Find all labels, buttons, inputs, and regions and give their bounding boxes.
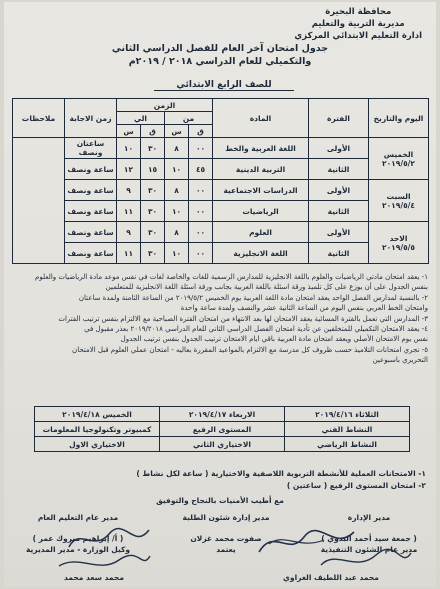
day-label: الخميس xyxy=(383,149,414,159)
practical-items xyxy=(14,468,426,492)
header-to-q: ق xyxy=(141,125,165,138)
note-line: ٥- تجري امتحانات التلاميذ حسب ظروف كل مدرسة مع الالتزام بالمواعيد المقررة بعاليه - امتحان عملي العلوم قبل الامتحان xyxy=(72,345,428,354)
duration-cell: ساعة ونصف xyxy=(65,159,117,180)
period-cell: الأولى xyxy=(309,222,369,243)
handwritten-signature-scribble xyxy=(316,547,416,575)
from-q-cell: ٠٠ xyxy=(189,180,213,201)
period-cell: الأولى xyxy=(309,138,369,159)
table-row xyxy=(13,201,429,222)
note-line: ٤- يعقد الامتحان التكميلي للمتخلفين عن تأدية امتحان الفصل الدراسي الثاني للعام الدراسي ٢٠١٩/٢٠١٨ بعذر مقبول في xyxy=(84,325,428,334)
affairs-title: مدير إدارة شئون الطلبة xyxy=(182,513,270,522)
to-s-cell: ٩ xyxy=(117,222,141,243)
schedule-table xyxy=(12,98,429,264)
from-q-cell: ٤٥ xyxy=(189,159,213,180)
date-label: ٢٠١٩/٥/٤ xyxy=(382,200,415,210)
title-line-2: والتكميلي للعام الدراسي ٢٠١٨ / ٢٠١٩م xyxy=(128,56,312,67)
table-row xyxy=(13,138,429,159)
note-line: بنفس الجدول على أن يوزع على كل تلميذ ورقة اسئلة باللغة العربية بجانب ورقة اسئلة اللغة الانجليزية للمتعلمين xyxy=(105,283,428,292)
header-time: الزمن xyxy=(117,99,213,112)
to-q-cell: ٣٠ xyxy=(141,243,165,264)
practical-cell: كمبيوتر وتكنولوجيا المعلومات xyxy=(35,422,160,437)
document-title xyxy=(4,42,436,68)
governorate-label: محافظة البحيرة xyxy=(325,7,392,17)
director-role: مدير عام الشئون التنفيذية xyxy=(320,545,418,554)
wish-line: مع أطيب الأمنيات بالنجاح والتوفيق xyxy=(156,496,284,505)
duration-cell: ساعة ونصف xyxy=(65,201,117,222)
to-s-cell: ١٢ xyxy=(117,159,141,180)
header-from-q: ق xyxy=(189,125,213,138)
period-cell: الثانية xyxy=(309,159,369,180)
subject-cell: اللغة العربية والخط xyxy=(213,138,309,159)
practical-item: ١- الامتحانات العملية للأنشطة التربوية اللاصفية والاختيارية ( ساعة لكل نشاط ) xyxy=(136,469,426,478)
general-name: ( أ/ إبراهيم مبروك عمر ) xyxy=(32,534,124,543)
note-line: ١- يعقد امتحان مادتي الرياضيات والعلوم باللغة الانجليزية للمدارس الرسمية للغات والخاصة لغات في نفس موعد مادة الرياضيات والعلوم xyxy=(35,273,428,281)
period-cell: الأولى xyxy=(309,180,369,201)
administration-label: ادارة التعليم الابتدائي المركزي xyxy=(294,31,422,41)
header-notes: ملاحظات xyxy=(13,99,65,138)
note-line: نفس يوم الامتحان الأصلي ويعقد امتحان مادة العربية باقي ايام الامتحان ترتيب الجدول بنفس ترتيب الجدول xyxy=(120,335,428,344)
practical-cell: النشاط الفني xyxy=(285,422,410,437)
header-from: من xyxy=(165,112,213,125)
day-date-cell xyxy=(369,138,429,180)
header-to: الي xyxy=(117,112,165,125)
from-q-cell: ٠٠ xyxy=(189,243,213,264)
subject-cell: العلوم xyxy=(213,222,309,243)
from-s-cell: ٨ xyxy=(165,138,189,159)
subject-cell: اللغة الانجليزية xyxy=(213,243,309,264)
practical-cell: الاختياري الثاني xyxy=(160,437,285,452)
day-label: السبت xyxy=(386,191,411,201)
subject-cell: الدراسات الاجتماعية xyxy=(213,180,309,201)
header-day-date: اليوم والتاريخ xyxy=(369,99,429,138)
practical-date-1: الثلاثاء ٢٠١٩/٤/١٦ xyxy=(285,407,410,422)
director-name: ( جمعة سيد أحمد البدوي ) xyxy=(321,534,417,543)
to-s-cell: ١٠ xyxy=(117,138,141,159)
bottom-signature-right: محمد عبد اللطيف الغراوي xyxy=(283,573,379,582)
from-s-cell: ١٠ xyxy=(165,243,189,264)
from-q-cell: ٠٠ xyxy=(189,222,213,243)
from-s-cell: ٨ xyxy=(165,222,189,243)
practical-cell: النشاط الرياضي xyxy=(285,437,410,452)
to-s-cell: ١١ xyxy=(117,201,141,222)
from-q-cell: ٠٠ xyxy=(189,138,213,159)
practical-exams-table xyxy=(34,406,410,452)
practical-cell: المستوى الرفيع xyxy=(160,422,285,437)
general-role: وكيل الوزارة - مدير المديرية xyxy=(25,545,131,554)
period-cell: الثانية xyxy=(309,201,369,222)
from-s-cell: ١٠ xyxy=(165,201,189,222)
title-line-1: جدول امتحان آخر العام للفصل الدراسي الثاني xyxy=(111,43,329,54)
to-q-cell: ١٥ xyxy=(141,159,165,180)
to-q-cell: ٣٠ xyxy=(141,180,165,201)
day-date-cell xyxy=(369,222,429,264)
directorate-label: مديرية التربية والتعليم xyxy=(311,19,405,29)
duration-cell: ساعة ونصف xyxy=(65,222,117,243)
bottom-signature-left: محمد سعد محمد xyxy=(64,573,124,582)
from-s-cell: ١٠ xyxy=(165,159,189,180)
date-label: ٢٠١٩/٥/٥ xyxy=(382,242,415,252)
duration-cell: ساعتان ونصف xyxy=(65,138,117,159)
exam-schedule-document xyxy=(4,2,436,587)
day-date-cell xyxy=(369,180,429,222)
affairs-name: صفوت محمد غزلان xyxy=(190,534,262,543)
note-line: ٣- المدارس التي تعمل بالفترة المسائية يعقد الامتحان لها بعد الانتهاء من امتحان الفترة الصباحية مع الالتزام بنفس ترتيب الفترات xyxy=(58,314,428,323)
from-q-cell: ٠٠ xyxy=(189,201,213,222)
duration-cell: ساعة ونصف xyxy=(65,243,117,264)
exam-notes xyxy=(12,272,428,366)
from-s-cell: ٨ xyxy=(165,180,189,201)
general-title: مدير عام التعليم العام xyxy=(37,513,119,522)
header-subject: المادة xyxy=(213,99,309,138)
subject-cell: التربية الدينية xyxy=(213,159,309,180)
to-s-cell: ٩ xyxy=(117,180,141,201)
table-row xyxy=(13,159,429,180)
to-s-cell: ١١ xyxy=(117,243,141,264)
note-line: ٢- بالنسبة لمدارس الفصل الواحد يعقد امتحان مادة اللغة العربية يوم الخميس ٢٠١٩/٥/٢ من الساعة الثامنة ولمدة ساعتان xyxy=(78,293,428,302)
table-row xyxy=(13,222,429,243)
grade-label: للصف الرابع الابتدائي xyxy=(154,80,294,91)
period-cell: الثانية xyxy=(309,243,369,264)
table-row xyxy=(13,243,429,264)
notes-cell xyxy=(13,138,65,264)
issuing-authority-header xyxy=(294,6,422,42)
practical-cell: الاختياري الاول xyxy=(35,437,160,452)
subject-cell: الرياضيات xyxy=(213,201,309,222)
practical-date-2: الاربعاء ٢٠١٩/٤/١٧ xyxy=(160,407,285,422)
handwritten-signature-scribble xyxy=(54,550,154,576)
practical-item: ٢- امتحان المستوى الرفيع ( ساعتين ) xyxy=(286,481,426,490)
note-line: وامتحان الخط العربي بنفس اليوم من الساعة الثانية عشر والنصف ولمدة ساعة واحدة xyxy=(180,304,428,313)
to-q-cell: ٣٠ xyxy=(141,222,165,243)
duration-cell: ساعة ونصف xyxy=(65,180,117,201)
practical-date-3: الخميس ٢٠١٩/٤/١٨ xyxy=(35,407,160,422)
note-line: التحريري باسبوعين xyxy=(372,356,428,365)
day-label: الاحد xyxy=(389,233,408,243)
date-label: ٢٠١٩/٥/٢ xyxy=(382,158,415,168)
header-period: الفترة xyxy=(309,99,369,138)
header-from-s: س xyxy=(165,125,189,138)
affairs-note: يعتمد xyxy=(216,545,236,554)
header-duration: زمن الاجابة xyxy=(65,99,117,138)
table-row xyxy=(13,180,429,201)
header-to-s: س xyxy=(117,125,141,138)
director-title: مدير الإدارة xyxy=(347,513,391,522)
to-q-cell: ٣٠ xyxy=(141,201,165,222)
to-q-cell: ٣٠ xyxy=(141,138,165,159)
